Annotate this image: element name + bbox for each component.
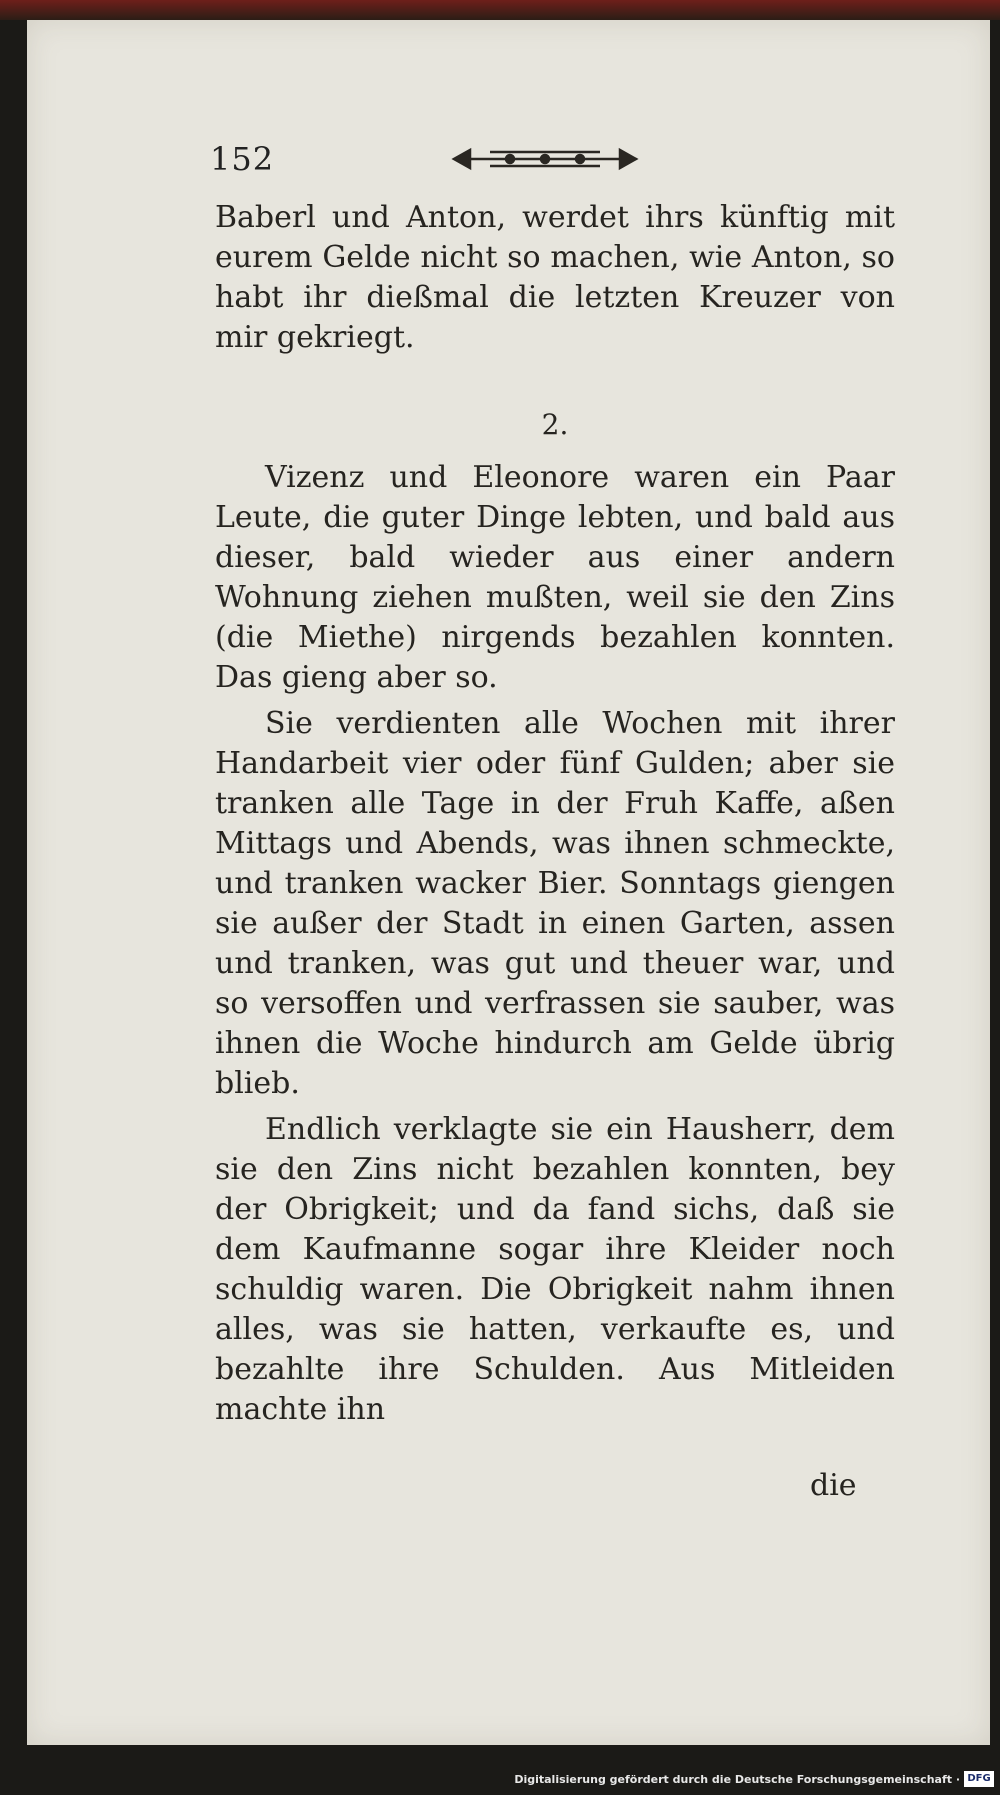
section-number: 2. (541, 408, 569, 441)
digitization-credit: Digitalisierung gefördert durch die Deutsche Forschungsgemeinschaft · (514, 1773, 960, 1786)
page-number: 152 (210, 140, 275, 178)
footer-bar (0, 1745, 1000, 1795)
paragraph-1: Vizenz und Eleonore waren ein Paar Leute, die guter Dinge lebten, und bald aus dieser, bald wieder aus einer andern Wohnung ziehen mußten, weil sie den Zins (die Miethe) nirgends bezahlen konnten. Das gieng aber so. (215, 460, 895, 695)
carryover-text: Baberl und Anton, werdet ihrs künftig mit eurem Gelde nicht so machen, wie Anton, so habt ihr dießmal die letzten Kreuzer von mir gekriegt. (215, 200, 895, 355)
header-ornament (450, 144, 640, 174)
page-header (210, 140, 890, 180)
body-text (215, 458, 895, 1430)
top-border (0, 0, 1000, 20)
paragraph-3: Endlich verklagte sie ein Hausherr, dem sie den Zins nicht bezahlen konnten, bey der Obrigkeit; und da fand sichs, daß sie dem Kaufmanne sogar ihre Kleider noch schuldig waren. Die Obrigkeit nahm ihnen alles, was sie hatten, verkaufte es, und bezahlte ihre Schulden. Aus Mitleiden machte ihn (215, 1112, 895, 1427)
catchword: die (810, 1468, 857, 1503)
carryover-paragraph (215, 198, 895, 358)
dfg-logo: DFG (964, 1771, 994, 1787)
paragraph-2: Sie verdienten alle Wochen mit ihrer Handarbeit vier oder fünf Gulden; aber sie tranken alle Tage in der Fruh Kaffe, aßen Mittags und Abends, was ihnen schmeckte, und tranken wacker Bier. Sonntags giengen sie außer der Stadt in einen Garten, assen und tranken, was gut und theuer war, und so versoffen und verfrassen sie sauber, was ihnen die Woche hindurch am Gelde übrig blieb. (215, 706, 895, 1101)
